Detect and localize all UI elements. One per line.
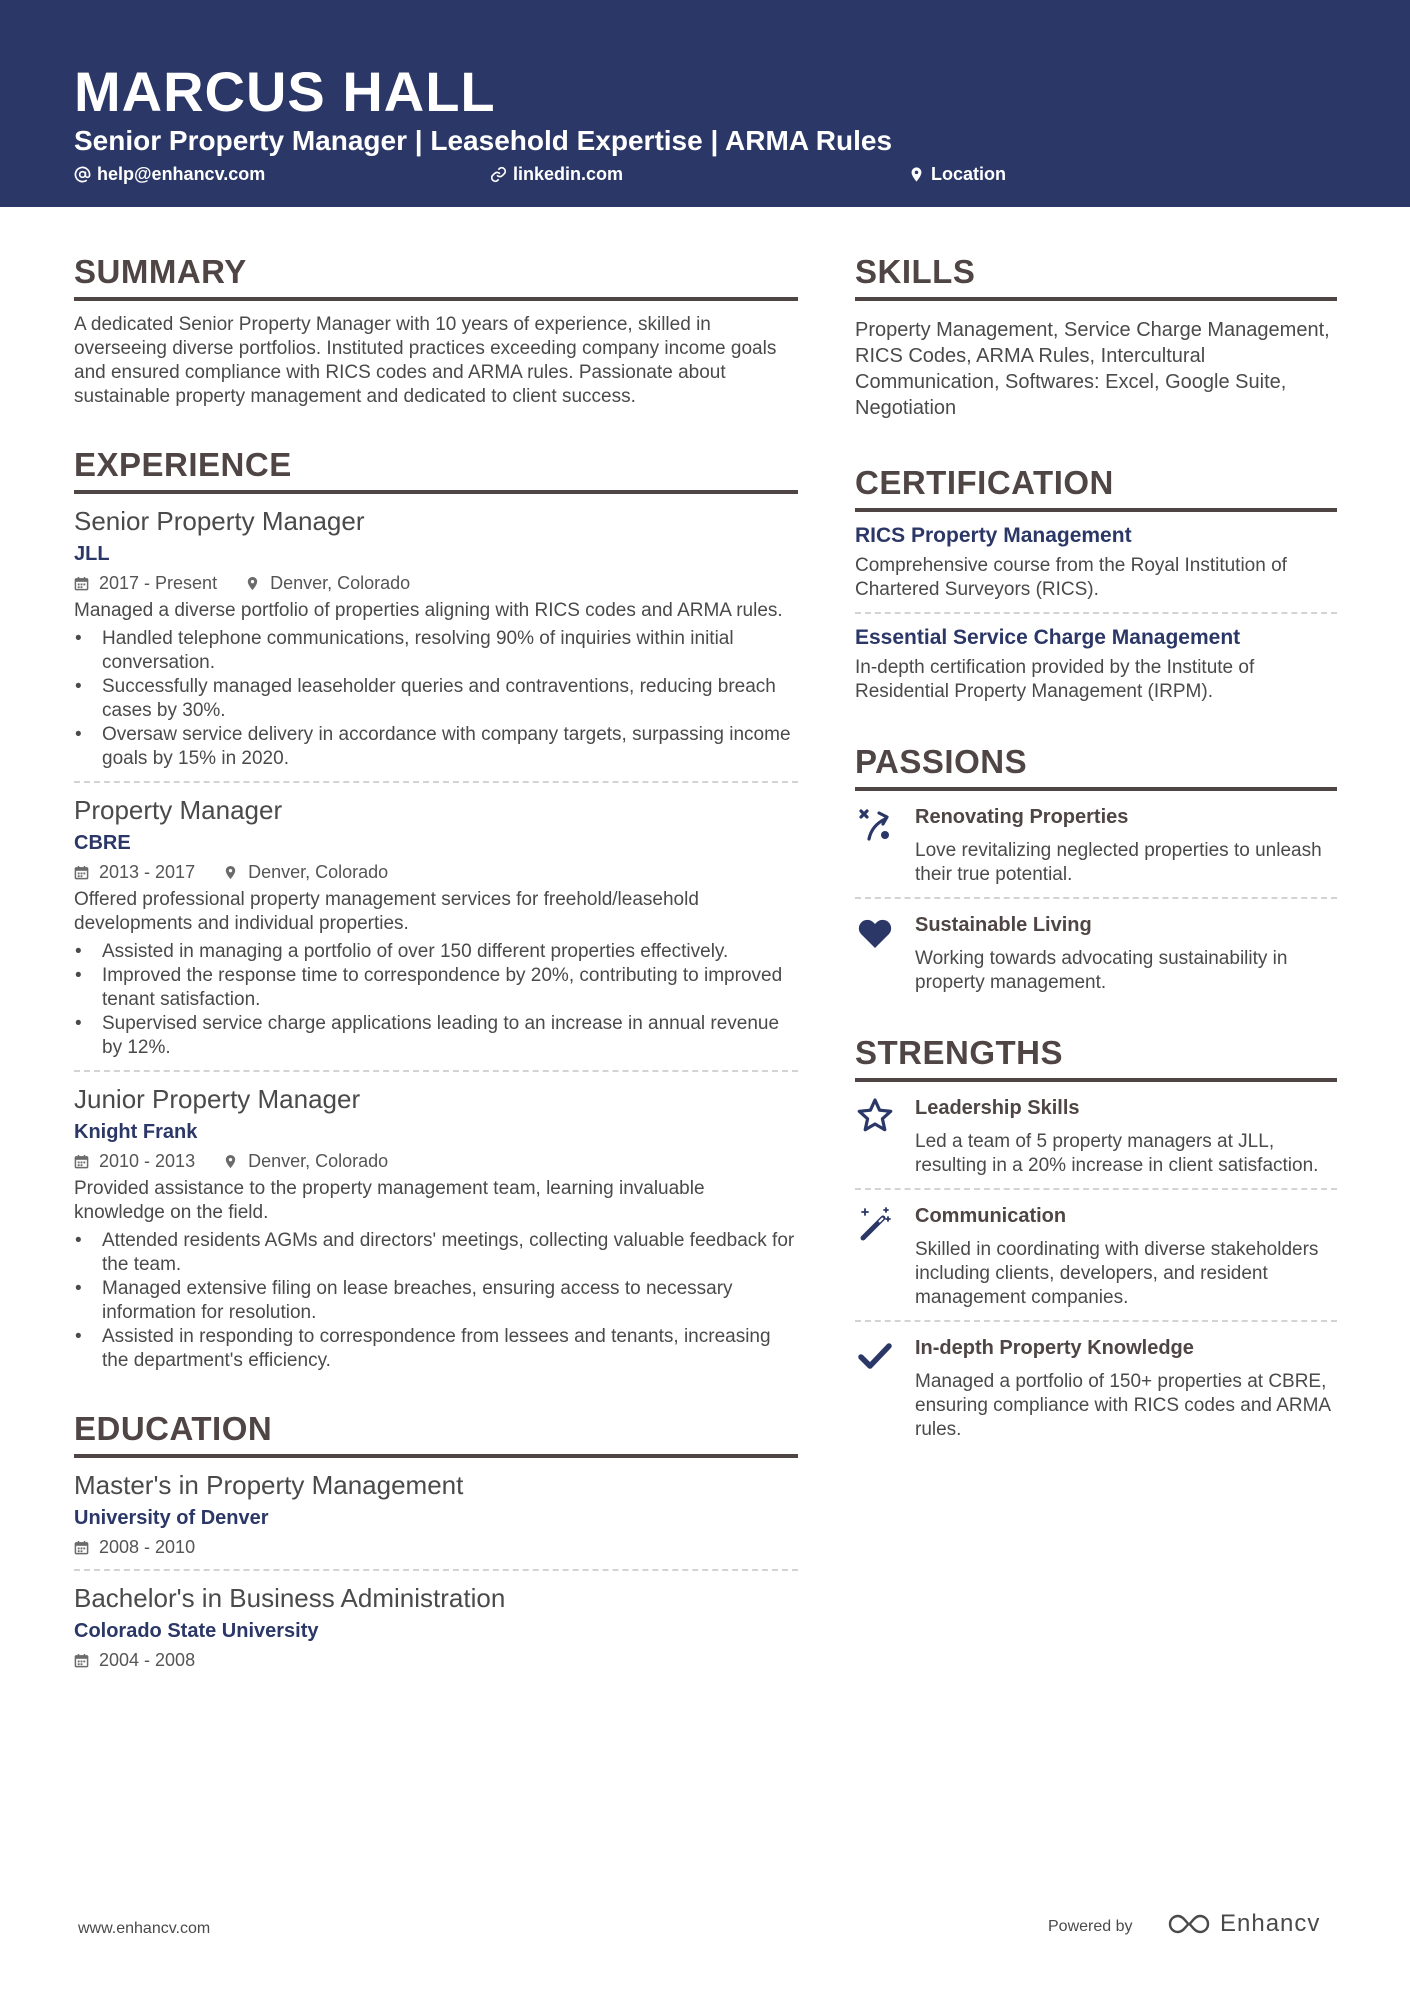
education-dates: 2004 - 2008: [99, 1650, 196, 1670]
experience-heading: EXPERIENCE: [74, 443, 798, 494]
divider: [74, 1569, 798, 1571]
job-dates: 2017 - Present: [99, 573, 218, 593]
job-bullets: [74, 627, 798, 771]
resume-header: [0, 0, 1410, 207]
passion-item: [855, 803, 1337, 897]
magic-wand-icon: [855, 1204, 895, 1244]
divider: [74, 1070, 798, 1072]
contact-email[interactable]: [74, 162, 265, 186]
brand-name: Enhancv: [1220, 1910, 1321, 1937]
strength-description: Skilled in coordinating with diverse stakeholders including clients, developers, and resident management companies.: [915, 1239, 1319, 1308]
divider: [74, 781, 798, 783]
bullet-item: • Supervised service charge applications leading to an increase in annual revenue by 12%.: [74, 1012, 798, 1060]
calendar-icon: [74, 1540, 89, 1555]
company-name: CBRE: [74, 832, 131, 854]
school-name: University of Denver: [74, 1507, 269, 1529]
strength-item: [855, 1094, 1337, 1188]
footer-url[interactable]: www.enhancv.com: [78, 1920, 211, 1937]
bullet-item: • Handled telephone communications, resolving 90% of inquiries within initial conversation.: [74, 627, 798, 675]
location-pin-icon: [908, 166, 925, 183]
education-dates: 2008 - 2010: [99, 1537, 196, 1557]
heart-icon: [855, 913, 895, 953]
divider: [855, 612, 1337, 614]
strength-item: [855, 1334, 1337, 1442]
certification-description: In-depth certification provided by the Institute of Residential Property Management (IRPM).: [855, 657, 1255, 702]
company-name: Knight Frank: [74, 1121, 198, 1143]
passion-title: Sustainable Living: [915, 914, 1092, 936]
job-meta: [74, 860, 798, 884]
bullet-item: • Oversaw service delivery in accordance with company targets, surpassing income goals by 15% in 2020.: [74, 723, 798, 771]
checkmark-icon: [855, 1336, 895, 1376]
skills-text: Property Management, Service Charge Management, RICS Codes, ARMA Rules, Intercultural Communication, Softwares: Excel, Google Suite, Negotiation: [855, 319, 1330, 419]
education-item: [74, 1468, 798, 1569]
location-text: Location: [931, 164, 1006, 184]
strategy-icon: [855, 805, 895, 845]
degree-title: Master's in Property Management: [74, 1470, 464, 1500]
job-meta: [74, 1149, 798, 1173]
linkedin-text: linkedin.com: [513, 164, 624, 184]
divider: [855, 1320, 1337, 1322]
job-dates: 2010 - 2013: [99, 1151, 196, 1171]
calendar-icon: [74, 1653, 89, 1668]
bullet-item: • Managed extensive filing on lease breaches, ensuring access to necessary information for resolution.: [74, 1277, 798, 1325]
email-text: help@enhancv.com: [97, 164, 266, 184]
experience-item: [74, 504, 798, 781]
bullet-item: • Improved the response time to correspondence by 20%, contributing to improved tenant satisfaction.: [74, 964, 798, 1012]
experience-item: [74, 793, 798, 1070]
location-pin-icon: [223, 865, 238, 880]
experience-item: [74, 1082, 798, 1373]
job-location: Denver, Colorado: [270, 573, 411, 593]
bullet-item: • Attended residents AGMs and directors' meetings, collecting valuable feedback for the team.: [74, 1229, 798, 1277]
bullet-item: • Successfully managed leaseholder queries and contraventions, reducing breach cases by 30%.: [74, 675, 798, 723]
star-icon: [855, 1096, 895, 1136]
calendar-icon: [74, 865, 89, 880]
job-title: Senior Property Manager: [74, 506, 365, 536]
certification-description: Comprehensive course from the Royal Institution of Chartered Surveyors (RICS).: [855, 555, 1287, 600]
summary-heading: SUMMARY: [74, 250, 798, 301]
left-column: [74, 250, 798, 1672]
contact-location: [908, 162, 1006, 186]
powered-by-text: Powered by: [1048, 1918, 1133, 1935]
certification-item: [855, 522, 1337, 612]
summary-text: A dedicated Senior Property Manager with 10 years of experience, skilled in overseeing diverse portfolios. Instituted practices exceeding company income goals and ensured compliance with RICS codes and ARMA rules. Passionate about sustainable property management and dedicated to client success.: [74, 314, 777, 407]
skills-heading: SKILLS: [855, 250, 1337, 301]
passion-title: Renovating Properties: [915, 806, 1129, 828]
strength-description: Managed a portfolio of 150+ properties at CBRE, ensuring compliance with RICS codes and ARMA rules.: [915, 1371, 1331, 1440]
passions-heading: PASSIONS: [855, 740, 1337, 791]
job-description: Provided assistance to the property management team, learning invaluable knowledge on the field.: [74, 1178, 705, 1223]
job-dates: 2013 - 2017: [99, 862, 196, 882]
at-icon: [74, 166, 91, 183]
strengths-heading: STRENGTHS: [855, 1031, 1337, 1082]
strength-title: In-depth Property Knowledge: [915, 1337, 1194, 1359]
location-pin-icon: [223, 1154, 238, 1169]
candidate-title: Senior Property Manager | Leasehold Expertise | ARMA Rules: [74, 125, 893, 156]
job-title: Junior Property Manager: [74, 1084, 361, 1114]
education-item: [74, 1581, 798, 1672]
strength-item: [855, 1202, 1337, 1320]
certification-heading: CERTIFICATION: [855, 461, 1337, 512]
job-meta: [74, 571, 798, 595]
job-description: Managed a diverse portfolio of properties aligning with RICS codes and ARMA rules.: [74, 600, 783, 621]
candidate-name: MARCUS HALL: [74, 60, 496, 123]
calendar-icon: [74, 576, 89, 591]
strength-description: Led a team of 5 property managers at JLL, resulting in a 20% increase in client satisfaction.: [915, 1131, 1319, 1176]
education-meta: [74, 1535, 798, 1559]
strength-title: Leadership Skills: [915, 1097, 1080, 1119]
certification-item: [855, 624, 1337, 704]
school-name: Colorado State University: [74, 1620, 319, 1642]
job-bullets: [74, 1229, 798, 1373]
infinity-logo-icon: [1166, 1912, 1212, 1936]
certification-title: Essential Service Charge Management: [855, 626, 1241, 649]
strength-title: Communication: [915, 1205, 1067, 1227]
certification-title: RICS Property Management: [855, 524, 1132, 547]
bullet-item: • Assisted in responding to correspondence from lessees and tenants, increasing the department's efficiency.: [74, 1325, 798, 1373]
job-location: Denver, Colorado: [248, 1151, 389, 1171]
divider: [855, 897, 1337, 899]
company-name: JLL: [74, 543, 110, 565]
location-pin-icon: [245, 576, 260, 591]
divider: [855, 1188, 1337, 1190]
job-description: Offered professional property management services for freehold/leasehold developments and individual properties.: [74, 889, 699, 934]
job-location: Denver, Colorado: [248, 862, 389, 882]
education-meta: [74, 1648, 798, 1672]
enhancv-logo[interactable]: [1166, 1910, 1320, 1938]
link-icon: [490, 166, 507, 183]
passion-description: Love revitalizing neglected properties to unleash their true potential.: [915, 840, 1322, 885]
calendar-icon: [74, 1154, 89, 1169]
job-title: Property Manager: [74, 795, 283, 825]
passion-item: [855, 911, 1337, 995]
job-bullets: [74, 940, 798, 1060]
right-column: [855, 250, 1337, 1442]
passion-description: Working towards advocating sustainability in property management.: [915, 948, 1288, 993]
degree-title: Bachelor's in Business Administration: [74, 1583, 506, 1613]
bullet-item: • Assisted in managing a portfolio of over 150 different properties effectively.: [74, 940, 798, 964]
education-heading: EDUCATION: [74, 1407, 798, 1458]
contact-linkedin[interactable]: [490, 162, 623, 186]
